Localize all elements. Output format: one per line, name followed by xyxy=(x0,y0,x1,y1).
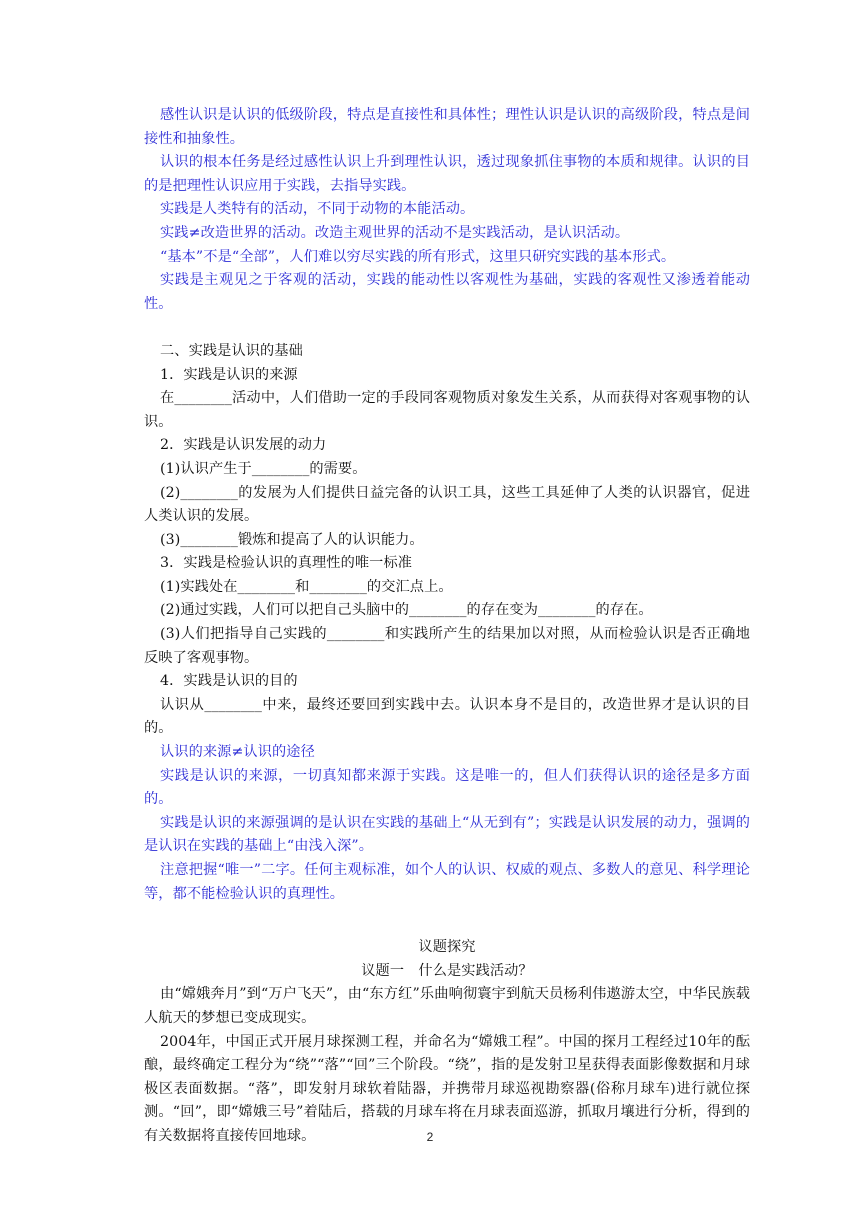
subsection-title: 1．实践是认识的来源 xyxy=(160,366,298,383)
subsection-title: 3．实践是检验认识的真理性的唯一标准 xyxy=(160,555,413,572)
section-practice-basis xyxy=(144,340,750,741)
inquiry-paragraph: 2004年，中国正式开展月球探测工程，并命名为“嫦娥工程”。中国的探月工程经过10年的酝酿，最终确定工程分为“绕”“落”“回”三个阶段。“绕”，指的是发射卫星获得表面影像数据和月球极区表面数据。“落”，即发射月球软着陆器，并携带月球巡视勘察器(俗称月球车)进行就位探测。“回”，即“嫦娥三号”着陆后，搭载的月球车将在月球表面巡游，抓取月壤进行分析，得到的有关数据将直接传回地球。 xyxy=(144,1033,750,1144)
note-paragraph: 实践是人类特有的活动，不同于动物的本能活动。 xyxy=(160,201,475,218)
subsection-title: 2．实践是认识发展的动力 xyxy=(160,437,327,454)
spacer xyxy=(144,316,750,340)
note-heading: 认识的来源≠认识的途径 xyxy=(160,744,315,761)
fill-blank-item: (1)认识产生于________的需要。 xyxy=(160,460,367,477)
note-paragraph: “基本”不是“全部”，人们难以穷尽实践的所有形式，这里只研究实践的基本形式。 xyxy=(160,248,676,265)
fill-blank-item: (2)________的发展为人们提供日益完备的认识工具，这些工具延伸了人类的认识器官，促进人类认识的发展。 xyxy=(144,484,750,525)
note-paragraph: 实践是主观见之于客观的活动，实践的能动性以客观性为基础，实践的客观性又渗透着能动性。 xyxy=(144,272,750,312)
section-heading: 二、实践是认识的基础 xyxy=(160,342,303,359)
inquiry-section xyxy=(144,936,750,1148)
inquiry-heading: 议题探究 xyxy=(418,939,476,956)
notes-top xyxy=(144,104,750,316)
fill-blank-item: (1)实践处在________和________的交汇点上。 xyxy=(160,578,453,595)
note-paragraph: 实践是认识的来源强调的是认识在实践的基础上“从无到有”；实践是认识发展的动力，强调的是认识在实践的基础上“由浅入深”。 xyxy=(144,814,750,855)
page-number: 2 xyxy=(426,1130,434,1144)
note-paragraph: 实践≠改造世界的活动。改造主观世界的活动不是实践活动，是认识活动。 xyxy=(160,224,630,241)
fill-blank-paragraph: 在________活动中，人们借助一定的手段同客观物质对象发生关系，从而获得对客观事物的认识。 xyxy=(144,390,750,430)
fill-blank-paragraph: 认识从________中来，最终还要回到实践中去。认识本身不是目的，改造世界才是认识的目的。 xyxy=(144,696,750,737)
note-paragraph: 注意把握“唯一”二字。任何主观标准，如个人的认识、权威的观点、多数人的意见、科学理论等，都不能检验认识的真理性。 xyxy=(144,862,750,902)
inquiry-paragraph: 由“嫦娥奔月”到“万户飞天”，由“东方红”乐曲响彻寰宇到航天员杨利伟遨游太空，中华民族载人航天的梦想已变成现实。 xyxy=(144,986,750,1026)
spacer xyxy=(144,906,750,936)
note-paragraph: 实践是认识的来源，一切真知都来源于实践。这是唯一的，但人们获得认识的途径是多方面的。 xyxy=(144,767,750,808)
note-paragraph: 感性认识是认识的低级阶段，特点是直接性和具体性；理性认识是认识的高级阶段，特点是间接性和抽象性。 xyxy=(144,107,750,147)
fill-blank-item: (2)通过实践，人们可以把自己头脑中的________的存在变为________的存在。 xyxy=(160,602,653,619)
fill-blank-item: (3)人们把指导自己实践的________和实践所产生的结果加以对照，从而检验认识是否正确地反映了客观事物。 xyxy=(144,626,750,666)
inquiry-topic: 议题一 什么是实践活动？ xyxy=(361,962,533,979)
subsection-title: 4．实践是认识的目的 xyxy=(160,673,298,690)
note-paragraph: 认识的根本任务是经过感性认识上升到理性认识，透过现象抓住事物的本质和规律。认识的目的是把理性认识应用于实践，去指导实践。 xyxy=(144,154,750,194)
fill-blank-item: (3)________锻炼和提高了人的认识能力。 xyxy=(160,531,424,548)
notes-mid xyxy=(144,741,750,906)
